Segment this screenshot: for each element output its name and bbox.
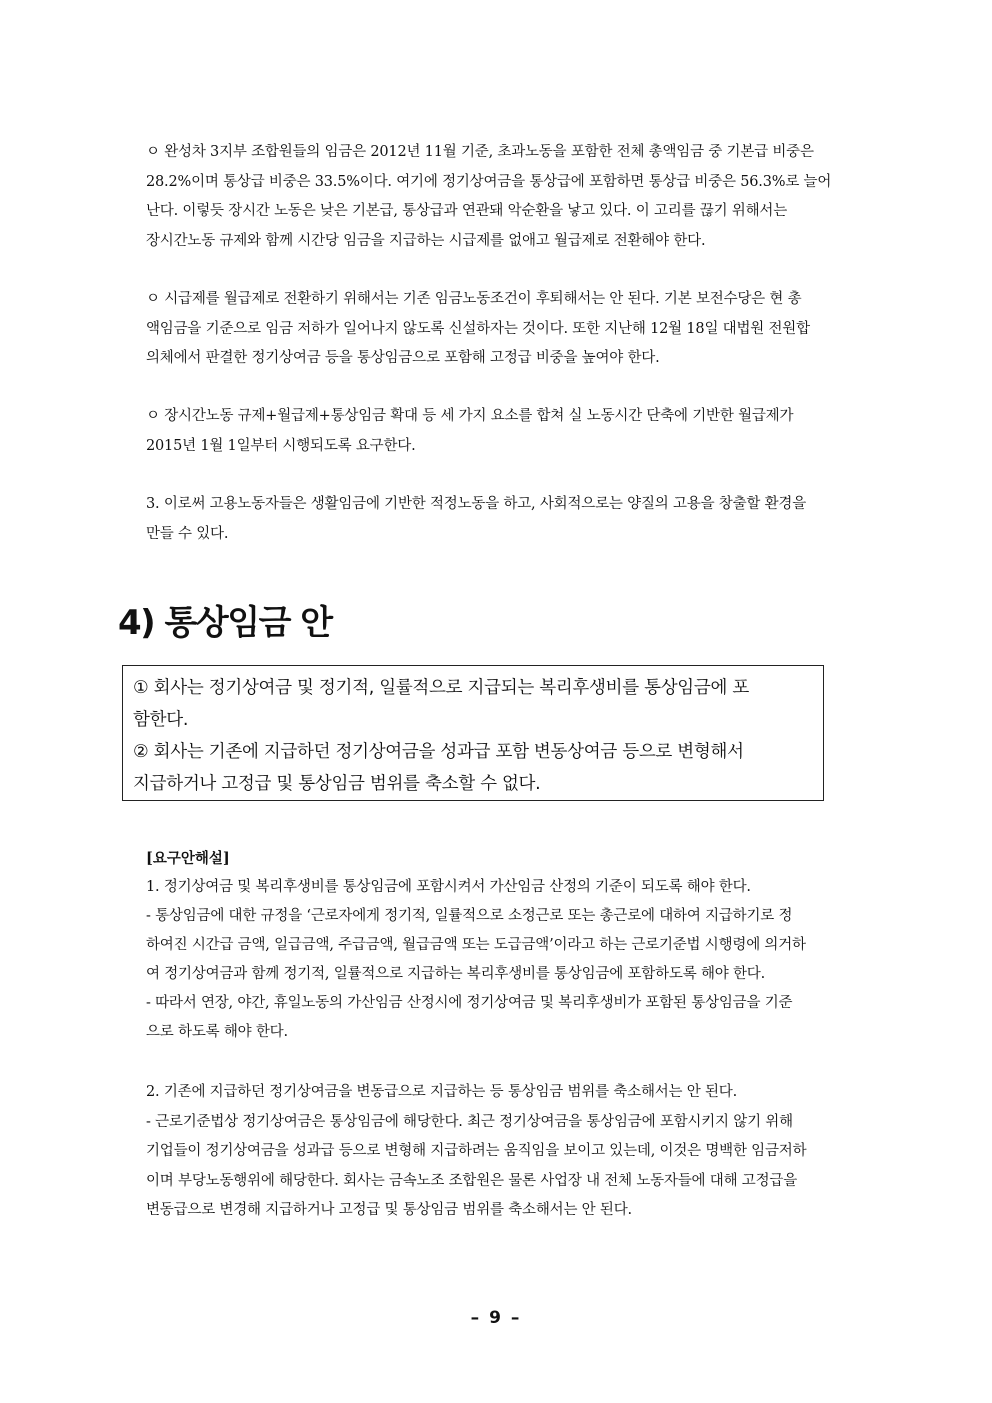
text-line: 이며 부당노동행위에 해당한다. 회사는 금속노조 조합원은 물론 사업장 내 전체 노동자들에 대해 고정급을 <box>146 1172 798 1189</box>
text-line: ㅇ 완성차 3지부 조합원들의 임금은 2012년 11월 기준, 초과노동을 포함한 전체 총액임금 중 기본급 비중은 <box>146 144 814 160</box>
text-line: 2. 기존에 지급하던 정기상여금을 변동급으로 지급하는 등 통상임금 범위를 축소해서는 안 된다. <box>146 1084 738 1100</box>
text-line: 28.2%이며 통상급 비중은 33.5%이다. 여기에 정기상여금을 통상급에 포함하면 통상급 비중은 56.3%로 늘어 <box>146 173 832 190</box>
text-line: ㅇ 시급제를 월급제로 전환하기 위해서는 기존 임금노동조건이 후퇴해서는 안 된다. 기본 보전수당은 현 총 <box>146 291 802 307</box>
text-line: 3. 이로써 고용노동자들은 생활임금에 기반한 적정노동을 하고, 사회적으로는 양질의 고용을 창출할 환경을 <box>146 496 807 512</box>
text-line: - 근로기준법상 정기상여금은 통상임금에 해당한다. 최근 정기상여금을 통상임금에 포함시키지 않기 위해 <box>146 1113 793 1130</box>
text-line: 1. 정기상여금 및 복리후생비를 통상임금에 포함시켜서 가산임금 산정의 기준이 되도록 해야 한다. <box>146 879 751 895</box>
section-title: 4) 통상임금 안 <box>118 603 332 643</box>
text-line: - 통상임금에 대한 규정을 ‘근로자에게 정기적, 일률적으로 소정근로 또는 총근로에 대하여 지급하기로 정 <box>146 908 793 924</box>
text-line: 2015년 1월 1일부터 시행되도록 요구한다. <box>146 437 416 454</box>
interpretation-block-2 <box>146 1078 886 1226</box>
text-line: 액임금을 기준으로 임금 저하가 일어나지 않도록 신설하자는 것이다. 또한 지난해 12월 18일 대법원 전원합 <box>146 320 810 337</box>
page-number: – 9 – <box>470 1308 522 1328</box>
text-line: 기업들이 정기상여금을 성과급 등으로 변형해 지급하려는 움직임을 보이고 있는데, 이것은 명백한 임금저하 <box>146 1143 807 1159</box>
paragraph-implementation-date <box>146 402 886 461</box>
proposal-line: ② 회사는 기존에 지급하던 정기상여금을 성과급 포함 변동상여금 등으로 변형해서 <box>133 742 744 762</box>
interpretation-heading: [요구안해설] <box>146 850 230 867</box>
proposal-line: ① 회사는 정기상여금 및 정기적, 일률적으로 지급되는 복리후생비를 통상임금에 포 <box>133 678 749 698</box>
paragraph-wage-structure <box>146 138 886 256</box>
paragraph-conclusion <box>146 490 886 549</box>
interpretation-block-1 <box>146 873 886 1047</box>
paragraph-monthly-wage-transition <box>146 285 886 374</box>
text-line: 의체에서 판결한 정기상여금 등을 통상임금으로 포함해 고정급 비중을 높여야 한다. <box>146 350 660 366</box>
text-line: 장시간노동 규제와 함께 시간당 임금을 지급하는 시급제를 없애고 월급제로 전환해야 한다. <box>146 232 706 249</box>
text-line: 여 정기상여금과 함께 정기적, 일률적으로 지급하는 복리후생비를 통상임금에 포함하도록 해야 한다. <box>146 966 765 982</box>
text-line: ㅇ 장시간노동 규제+월급제+통상임금 확대 등 세 가지 요소를 합쳐 실 노동시간 단축에 기반한 월급제가 <box>146 408 794 424</box>
proposal-line: 함한다. <box>133 710 189 730</box>
text-line: 변동급으로 변경해 지급하거나 고정급 및 통상임금 범위를 축소해서는 안 된다. <box>146 1202 632 1218</box>
proposal-box <box>122 665 824 801</box>
text-line: - 따라서 연장, 야간, 휴일노동의 가산임금 산정시에 정기상여금 및 복리후생비가 포함된 통상임금을 기준 <box>146 995 793 1011</box>
text-line: 하여진 시간급 금액, 일급금액, 주급금액, 월급금액 또는 도급금액’이라고 하는 근로기준법 시행령에 의거하 <box>146 937 806 953</box>
text-line: 으로 하도록 해야 한다. <box>146 1024 288 1040</box>
proposal-line: 지급하거나 고정급 및 통상임금 범위를 축소할 수 없다. <box>133 774 541 794</box>
text-line: 난다. 이렇듯 장시간 노동은 낮은 기본급, 통상급과 연관돼 악순환을 낳고 있다. 이 고리를 끊기 위해서는 <box>146 203 788 219</box>
text-line: 만들 수 있다. <box>146 525 229 542</box>
